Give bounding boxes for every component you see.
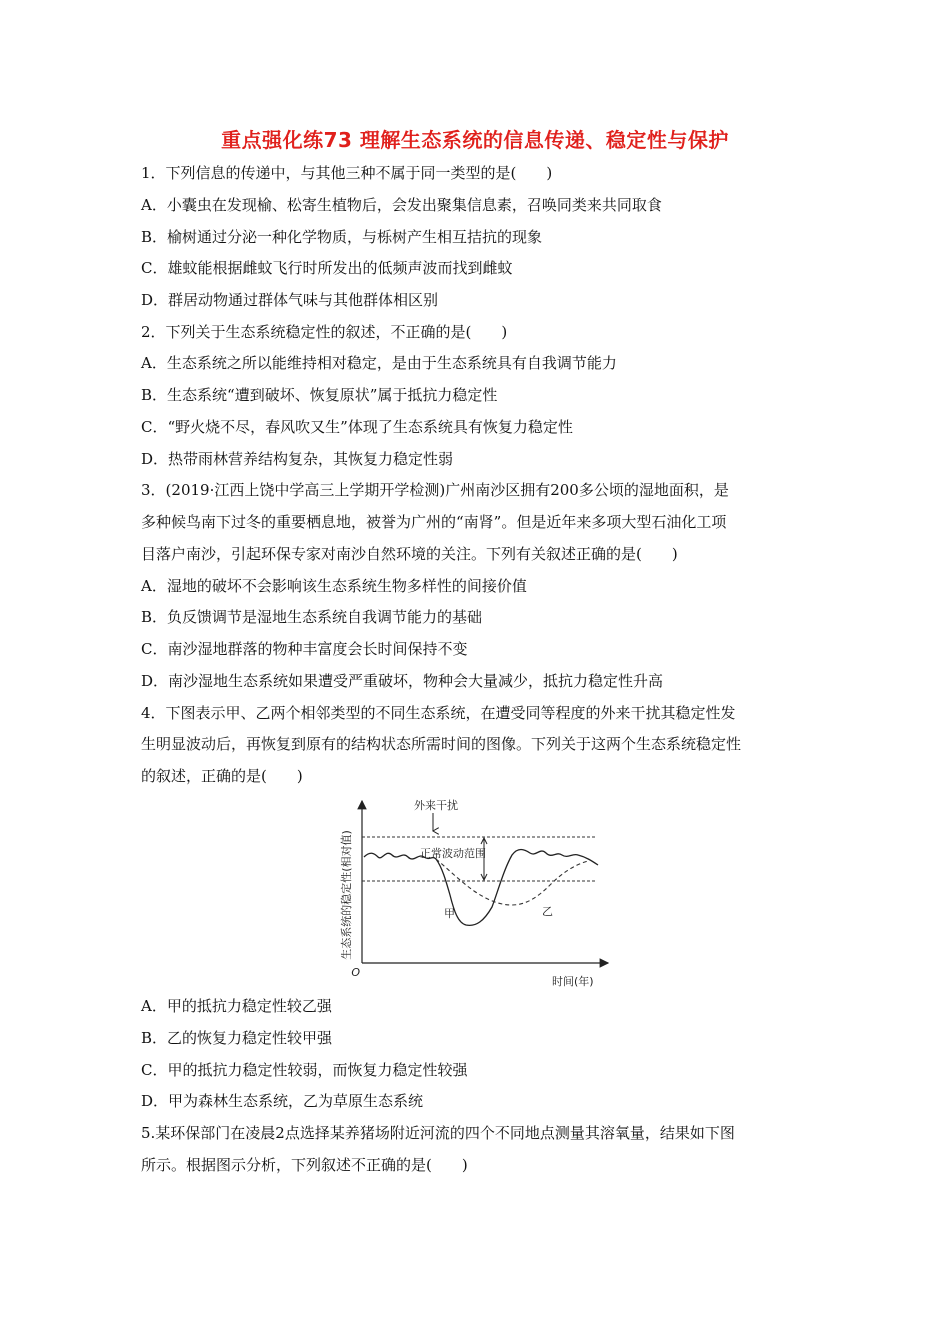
x-axis-label: 时间(年) <box>552 975 594 988</box>
q1-option-a: A．小囊虫在发现榆、松寄生植物后，会发出聚集信息素，召唤同类来共同取食 <box>141 196 662 214</box>
q2-option-c: C．“野火烧不尽，春风吹又生”体现了生态系统具有恢复力稳定性 <box>141 418 573 436</box>
q4-option-a: A．甲的抵抗力稳定性较乙强 <box>141 997 332 1015</box>
label-jia: 甲 <box>444 907 455 920</box>
q3-option-b: B．负反馈调节是湿地生态系统自我调节能力的基础 <box>141 608 483 626</box>
q5-stem-line1: 5.某环保部门在凌晨2点选择某养猪场附近河流的四个不同地点测量其溶氧量，结果如下图 <box>141 1124 735 1142</box>
curve-jia <box>364 850 598 926</box>
label-yi: 乙 <box>542 905 553 918</box>
disturbance-label: 外来干扰 <box>414 799 458 812</box>
y-axis-label: 生态系统的稳定性(相对值) <box>340 830 353 960</box>
q1-option-c: C．雄蚊能根据雌蚊飞行时所发出的低频声波而找到雌蚊 <box>141 259 513 277</box>
q1-stem: 1．下列信息的传递中，与其他三种不属于同一类型的是( ) <box>141 164 553 182</box>
curve-yi <box>436 859 588 905</box>
page-title: 重点强化练73 理解生态系统的信息传递、稳定性与保护 <box>221 128 729 152</box>
range-label: 正常波动范围 <box>420 847 486 860</box>
q4-option-c: C．甲的抵抗力稳定性较弱，而恢复力稳定性较强 <box>141 1061 468 1079</box>
q4-option-d: D．甲为森林生态系统，乙为草原生态系统 <box>141 1092 424 1110</box>
q5-stem-line2: 所示。根据图示分析，下列叙述不正确的是( ) <box>141 1156 468 1174</box>
stability-figure <box>326 795 616 990</box>
q1-option-d: D．群居动物通过群体气味与其他群体相区别 <box>141 291 439 309</box>
q2-option-d: D．热带雨林营养结构复杂，其恢复力稳定性弱 <box>141 450 454 468</box>
q4-stem-line1: 4．下图表示甲、乙两个相邻类型的不同生态系统，在遭受同等程度的外来干扰其稳定性发 <box>141 704 736 722</box>
q1-option-b: B．榆树通过分泌一种化学物质，与栎树产生相互拮抗的现象 <box>141 228 543 246</box>
q4-stem-line2: 生明显波动后，再恢复到原有的结构状态所需时间的图像。下列关于这两个生态系统稳定性 <box>141 735 742 753</box>
q3-option-a: A．湿地的破坏不会影响该生态系统生物多样性的间接价值 <box>141 577 527 595</box>
q2-option-a: A．生态系统之所以能维持相对稳定，是由于生态系统具有自我调节能力 <box>141 354 617 372</box>
q4-option-b: B．乙的恢复力稳定性较甲强 <box>141 1029 333 1047</box>
q2-stem: 2．下列关于生态系统稳定性的叙述，不正确的是( ) <box>141 323 508 341</box>
q4-stem-line3: 的叙述，正确的是( ) <box>141 767 303 785</box>
q3-option-d: D．南沙湿地生态系统如果遭受严重破坏，物种会大量减少，抵抗力稳定性升高 <box>141 672 664 690</box>
q3-stem-line2: 多种候鸟南下过冬的重要栖息地，被誉为广州的“南肾”。但是近年来多项大型石油化工项 <box>141 513 727 531</box>
q3-option-c: C．南沙湿地群落的物种丰富度会长时间保持不变 <box>141 640 468 658</box>
q2-option-b: B．生态系统“遭到破坏、恢复原状”属于抵抗力稳定性 <box>141 386 498 404</box>
q3-stem-line3: 目落户南沙，引起环保专家对南沙自然环境的关注。下列有关叙述正确的是( ) <box>141 545 678 563</box>
stability-diagram <box>326 795 616 990</box>
origin-label: O <box>351 966 360 979</box>
q3-stem-line1: 3．(2019·江西上饶中学高三上学期开学检测)广州南沙区拥有200多公顷的湿地面积，是 <box>141 481 729 499</box>
